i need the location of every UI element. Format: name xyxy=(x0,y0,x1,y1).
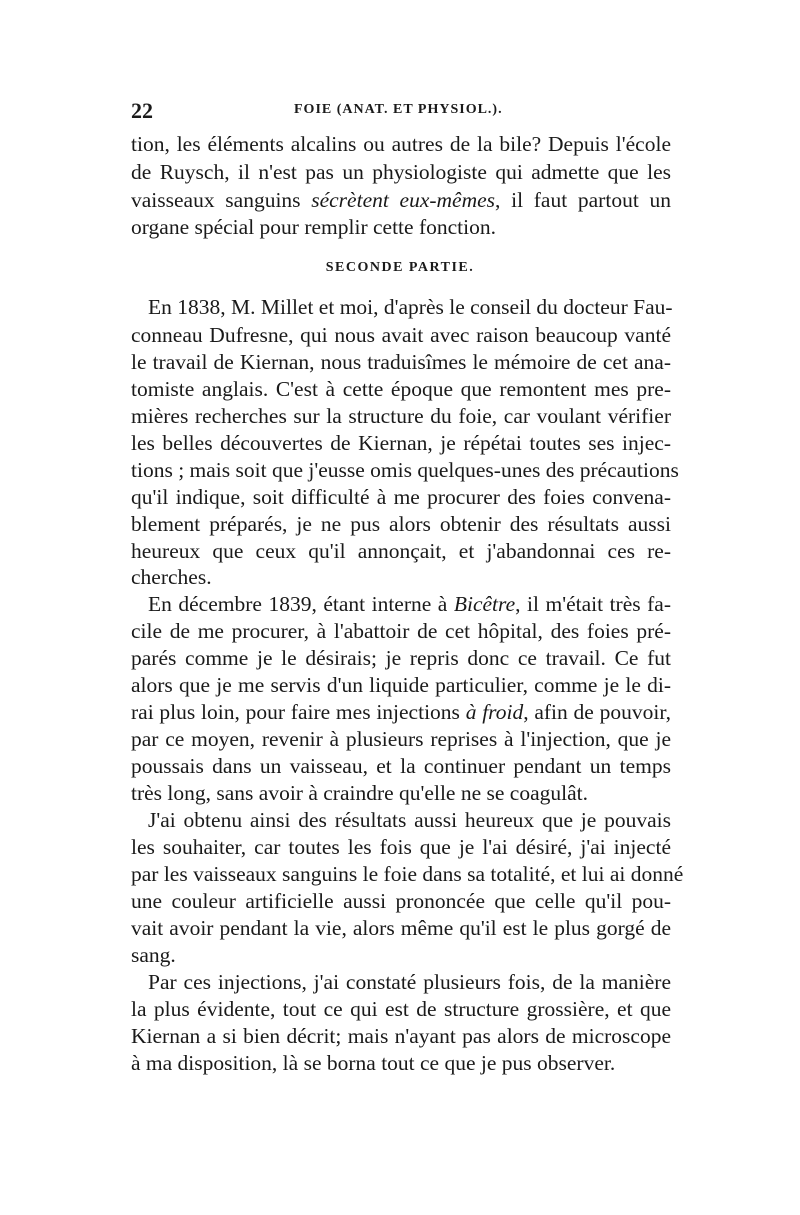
text-line: tions ; mais soit que j'eusse omis quelques-unes des précautions xyxy=(131,458,679,482)
page-header xyxy=(131,98,671,124)
text-line: J'ai obtenu ainsi des résultats aussi heureux que je pouvais xyxy=(148,808,671,832)
text-line: la plus évidente, tout ce qui est de structure grossière, et que xyxy=(131,997,671,1021)
text-line: vait avoir pendant la vie, alors même qu'il est le plus gorgé de xyxy=(131,916,671,940)
text-line: Par ces injections, j'ai constaté plusieurs fois, de la manière xyxy=(148,970,671,994)
text-line: parés comme je le désirais; je repris donc ce travail. Ce fut xyxy=(131,646,671,670)
text-line xyxy=(131,698,671,726)
text-line: cile de me procurer, à l'abattoir de cet hôpital, des foies pré- xyxy=(131,619,671,643)
text-line: à ma disposition, là se borna tout ce que je pus observer. xyxy=(131,1051,616,1075)
text-line: tomiste anglais. C'est à cette époque que remontent mes pre- xyxy=(131,377,671,401)
text-line: Kiernan a si bien décrit; mais n'ayant pas alors de microscope xyxy=(131,1024,671,1048)
text-line xyxy=(131,186,671,214)
italic-phrase: à froid xyxy=(465,700,524,724)
text-line: alors que je me servis d'un liquide particulier, comme je le di- xyxy=(131,673,671,697)
page-number: 22 xyxy=(131,98,153,123)
text-span: rai plus loin, pour faire mes injections xyxy=(131,700,466,724)
text-span: , il faut partout un xyxy=(495,188,671,212)
text-span: , afin de pouvoir, xyxy=(523,700,671,724)
text-line: conneau Dufresne, qui nous avait avec raison beaucoup vanté xyxy=(131,323,671,347)
text-line: sang. xyxy=(131,943,176,967)
text-line: cherches. xyxy=(131,565,212,589)
text-line: les belles découvertes de Kiernan, je répétai toutes ses injec- xyxy=(131,431,671,455)
text-line: par les vaisseaux sanguins le foie dans sa totalité, et lui ai donné xyxy=(131,862,684,886)
section-title: SECONDE PARTIE. xyxy=(325,260,475,275)
text-line: une couleur artificielle aussi prononcée que celle qu'il pou- xyxy=(131,889,671,913)
text-line: le travail de Kiernan, nous traduisîmes le mémoire de cet ana- xyxy=(131,350,671,374)
text-line: blement préparés, je ne pus alors obtenir des résultats aussi xyxy=(131,512,671,536)
text-line: par ce moyen, revenir à plusieurs reprises à l'injection, que je xyxy=(131,727,671,751)
text-line: très long, sans avoir à craindre qu'elle ne se coagulât. xyxy=(131,781,588,805)
text-line: poussais dans un vaisseau, et la continuer pendant un temps xyxy=(131,754,671,778)
italic-phrase: Bicêtre xyxy=(453,592,516,616)
running-head: FOIE (ANAT. ET PHYSIOL.). xyxy=(294,102,503,117)
text-line xyxy=(148,590,671,618)
text-line: mières recherches sur la structure du foie, car voulant vérifier xyxy=(131,404,671,428)
text-line: qu'il indique, soit difficulté à me procurer des foies convena- xyxy=(131,485,671,509)
text-line: de Ruysch, il n'est pas un physiologiste qui admette que les xyxy=(131,160,671,184)
text-line: tion, les éléments alcalins ou autres de la bile? Depuis l'école xyxy=(131,132,671,156)
text-span: vaisseaux sanguins xyxy=(131,188,312,212)
text-line: organe spécial pour remplir cette fonction. xyxy=(131,215,496,239)
text-line: En 1838, M. Millet et moi, d'après le conseil du docteur Fau- xyxy=(148,295,673,319)
italic-phrase: sécrètent eux-mêmes xyxy=(311,188,496,212)
text-span: En décembre 1839, étant interne à xyxy=(148,592,454,616)
text-span: , il m'était très fa- xyxy=(515,592,671,616)
text-line: heureux que ceux qu'il annonçait, et j'abandonnai ces re- xyxy=(131,539,671,563)
text-line: les souhaiter, car toutes les fois que je l'ai désiré, j'ai injecté xyxy=(131,835,671,859)
